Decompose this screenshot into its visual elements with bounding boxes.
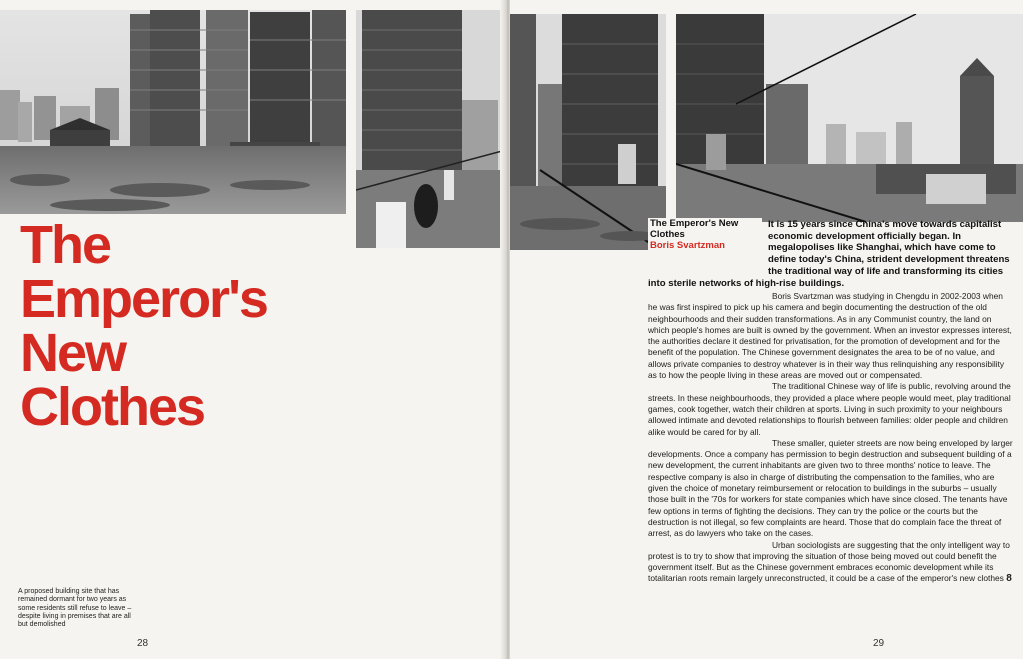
body-paragraph-4-text: Urban sociologists are suggesting that the only intelligent way to protest is to try to show that improving the situation of those being moved out could benefit the government itself. But as the Chinese government embraces economic development while its totalitarian roots remain largely unreconstructed, it could be a case of the emperor's new clothes [648,539,1010,584]
demolition-site-photo [0,10,346,214]
body-paragraph-1-text: Boris Svartzman was studying in Chengdu in 2002-2003 when he was first inspired to pick up his camera and begin documenting the destruction of the old neighbourhoods and their sudden transformations. As in any Communist country, the land on which people's homes are built is owned by the government. When an investor expresses interest, the authorities declare it destined for privatisation, for the promotion of development and for the benefit of the population. The Chinese government designates the area to be of no value, and allows private companies to destroy whatever is in their way thus relinquishing any responsibility as to how the people living in these areas are moved out or compensated. [648,291,1012,381]
high-rise-photo-left [510,14,666,250]
skyline-photo-right [676,14,1023,222]
article-intro [648,219,1014,289]
title-line-2: Emperor's [20,269,267,329]
title-line-1: The [20,215,111,275]
body-paragraph-3-text: These smaller, quieter streets are now being enveloped by larger developments. Once a company has permission to begin destruction and subsequent building of a new development, the current inhabitants are given two to three months' notice to leave. The respective company is also in charge of distributing the compensation to the families, who are given the choice of monetary reimbursement or relocation to buildings in the suburbs – usually those built in the '70s for workers for state companies which have since closed. The tenants have few options in terms of fighting the decisions. They can try the police or the courts but the destruction is not illegal, so few complaints are heard. Those that do complain face the threat of arrest, as do lawyers who take on the cases. [648,437,1013,539]
left-page [0,0,506,659]
article-author: Boris Svartzman [650,240,725,251]
end-mark: 8 [1006,573,1012,585]
right-page-number: 29 [873,638,885,649]
left-page-number: 28 [137,638,149,649]
body-paragraph-3 [648,438,1014,540]
article-box-title: The Emperor's New Clothes [650,218,739,240]
photo-caption: A proposed building site that has remained dormant for two years as some residents still refuse to leave – despite living in premises that are all but demolished [18,588,132,629]
title-line-3: New [20,323,126,383]
title-line-4: Clothes [20,377,205,437]
body-paragraph-2-text: The traditional Chinese way of life is public, revolving around the streets. In these neighbourhoods, they provided a place where people would meet, play traditional games, cook together, watch their children at sports. Living in such proximity to your neighbours allowed intimate and devoted relationships to flourish between families: older people and children alike would be cared for by all. [648,381,1011,437]
body-paragraph-2 [648,381,1014,437]
body-paragraph-4 [648,540,1014,585]
article-body [648,291,1014,585]
feature-title [20,215,267,437]
towers-laundry-photo [356,10,506,248]
body-paragraph-1 [648,291,1014,381]
intro-indent-spacer [648,219,768,266]
intro-text: It is 15 years since China's move towards capitalist economic development officially began. In megalopolises like Shanghai, which have come to define today's China, strident development threatens the traditional way of life and transforming its cities into sterile networks of high-rise buildings. [648,219,1010,289]
